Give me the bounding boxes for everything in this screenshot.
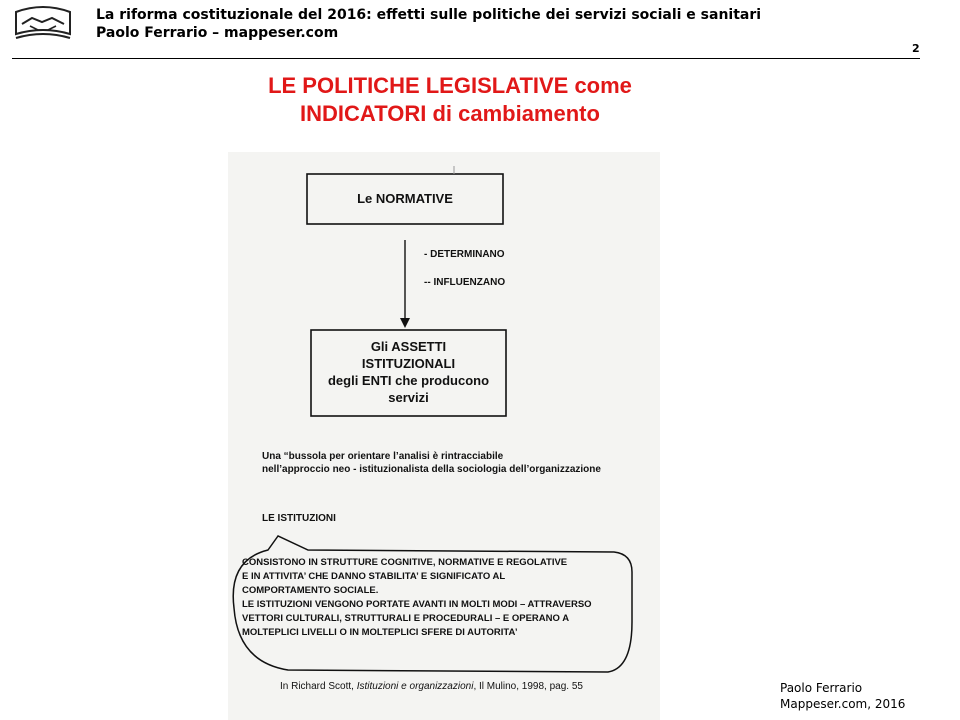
compass-line2: nell’approccio neo - istituzionalista della sociologia dell’organizzazione bbox=[262, 464, 601, 475]
slide-number: 2 bbox=[912, 42, 920, 55]
compass-line1: Una “bussola per orientare l’analisi è rintracciabile bbox=[262, 451, 504, 462]
bubble-line: MOLTEPLICI LIVELLI O IN MOLTEPLICI SFERE DI AUTORITA’ bbox=[242, 627, 518, 638]
bubble-line: LE ISTITUZIONI VENGONO PORTATE AVANTI IN MOLTI MODI – ATTRAVERSO bbox=[242, 599, 592, 610]
assetti-line4: servizi bbox=[388, 390, 429, 405]
bubble-line: E IN ATTIVITA’ CHE DANNO STABILITA’ E SIGNIFICATO AL bbox=[242, 571, 506, 582]
slide-title-line1: LE POLITICHE LEGISLATIVE come bbox=[268, 73, 632, 98]
assetti-box-label bbox=[311, 338, 506, 406]
header-divider bbox=[12, 58, 920, 59]
normative-box-label: Le NORMATIVE bbox=[357, 191, 453, 206]
handshake-icon bbox=[12, 4, 74, 44]
bubble-text bbox=[242, 556, 592, 640]
assetti-line1: Gli ASSETTI bbox=[370, 339, 447, 354]
footer-credit bbox=[780, 680, 905, 712]
institutions-heading: LE ISTITUZIONI bbox=[262, 513, 336, 524]
footer-line2: Mappeser.com, 2016 bbox=[780, 697, 906, 711]
citation bbox=[280, 680, 583, 693]
header-title-line2: Paolo Ferrario – mappeser.com bbox=[96, 25, 339, 41]
scanned-page bbox=[228, 152, 660, 720]
citation-prefix: In Richard Scott, bbox=[280, 681, 357, 692]
bubble-line: COMPORTAMENTO SOCIALE. bbox=[242, 585, 379, 596]
arrow-head bbox=[400, 318, 410, 328]
compass-text bbox=[262, 450, 662, 476]
assetti-line3: degli ENTI che producono bbox=[327, 373, 490, 388]
header-title-line1: La riforma costituzionale del 2016: effetti sulle politiche dei servizi sociali e sanitari bbox=[96, 7, 762, 23]
bubble-line: CONSISTONO IN STRUTTURE COGNITIVE, NORMATIVE E REGOLATIVE bbox=[242, 557, 568, 568]
slide-title-line2: INDICATORI di cambiamento bbox=[300, 101, 600, 126]
bubble-line: VETTORI CULTURALI, STRUTTURALI E PROCEDURALI – E OPERANO A bbox=[242, 613, 570, 624]
footer-line1: Paolo Ferrario bbox=[780, 681, 863, 695]
slide-title bbox=[200, 72, 700, 128]
assetti-line2: ISTITUZIONALI bbox=[361, 356, 456, 371]
arrow-label-determinano: - DETERMINANO bbox=[424, 249, 505, 260]
citation-suffix: , Il Mulino, 1998, pag. 55 bbox=[473, 681, 583, 692]
citation-book-title: Istituzioni e organizzazioni bbox=[356, 681, 474, 692]
header-title bbox=[96, 6, 761, 42]
arrow-label-influenzano: -- INFLUENZANO bbox=[424, 277, 506, 288]
